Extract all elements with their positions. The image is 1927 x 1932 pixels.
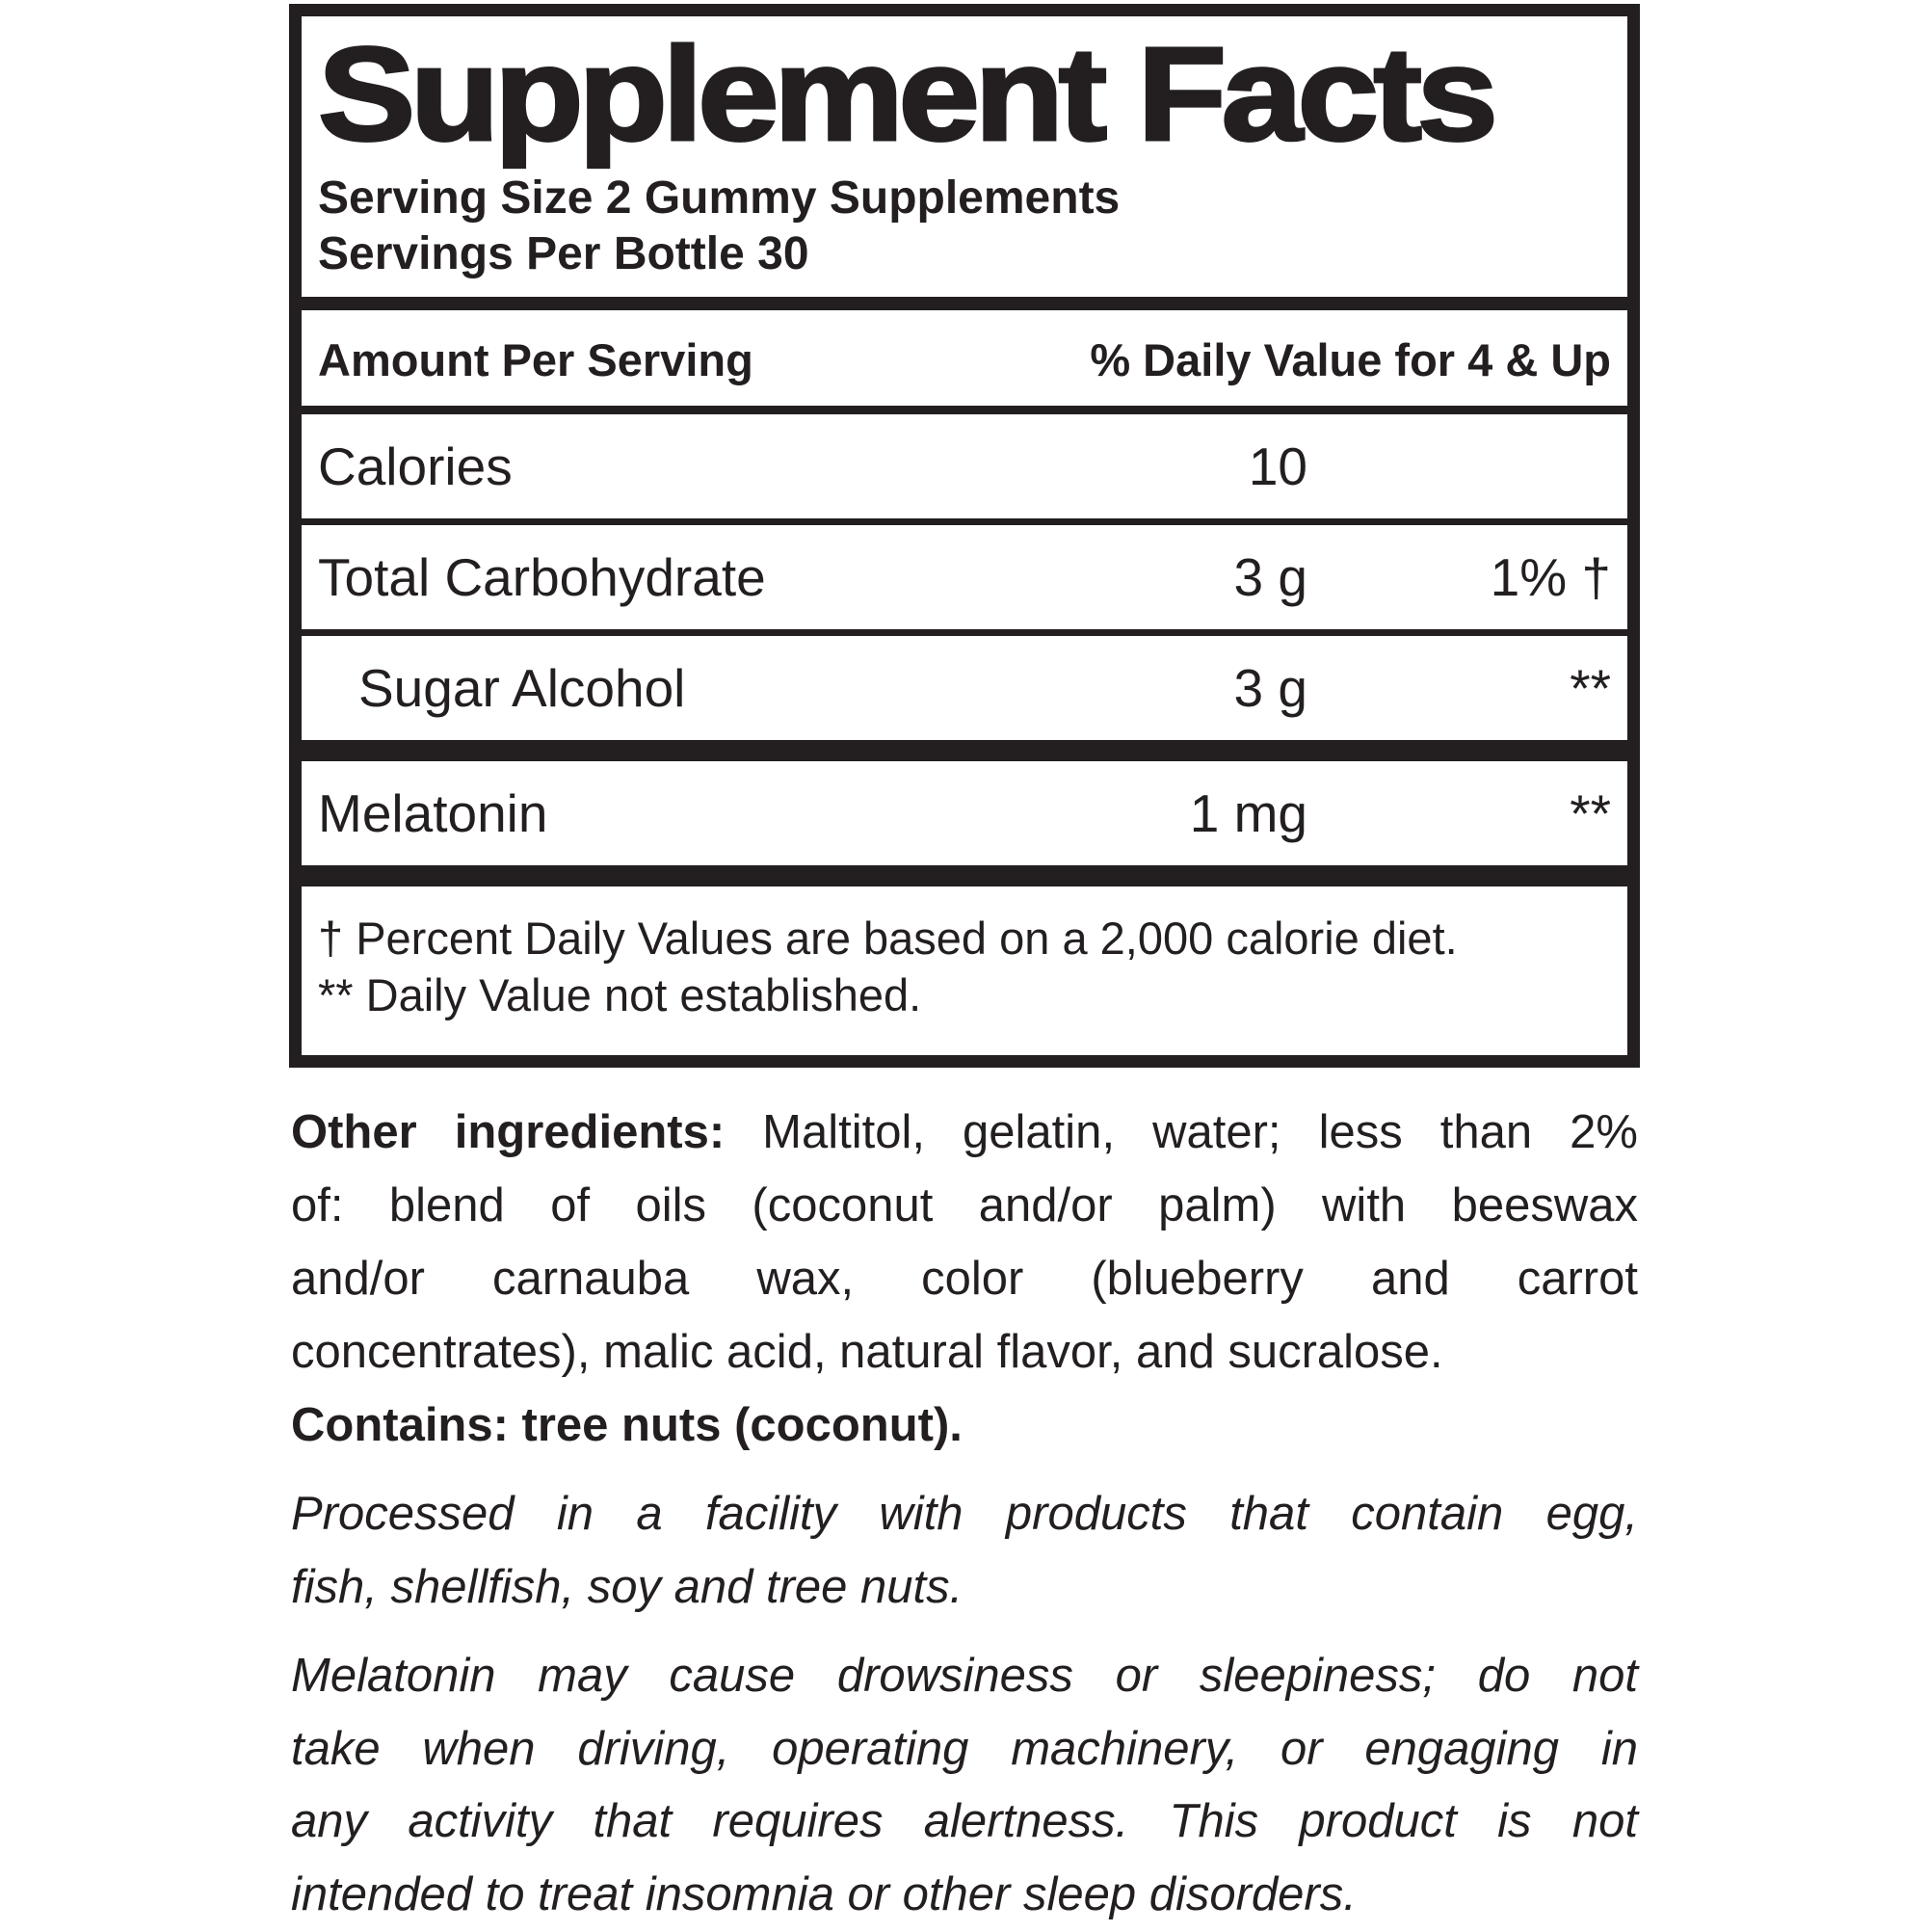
- nutrient-amount-calories: 10: [1248, 437, 1307, 497]
- nutrient-dv-total-carbohydrate: 1% †: [1490, 547, 1611, 608]
- other-ingredients-line: and/or carnauba wax, color (blueberry and carrot: [291, 1252, 1638, 1305]
- paragraph-gap: [291, 1463, 1638, 1478]
- row-separator: [302, 629, 1627, 636]
- table-header-row: [318, 310, 1611, 406]
- nutrient-label-sugar-alcohol: Sugar Alcohol: [358, 658, 686, 719]
- table-row: [318, 525, 1611, 629]
- amount-per-serving-header: Amount Per Serving: [318, 334, 753, 386]
- melatonin-warning-line: Melatonin may cause drowsiness or sleepiness; do not: [291, 1649, 1638, 1702]
- nutrient-dv-sugar-alcohol: **: [1570, 658, 1611, 719]
- serving-size-line: Serving Size 2 Gummy Supplements: [318, 172, 1121, 224]
- divider-thick-middle: [302, 740, 1627, 761]
- panel-title: Supplement Facts: [318, 20, 1493, 169]
- allergen-notice-paragraph: [291, 1478, 1638, 1625]
- label-text-block: [291, 1097, 1638, 1932]
- footnotes: [318, 910, 1611, 1023]
- divider-thick-bottom: [302, 865, 1627, 887]
- nutrient-amount-total-carbohydrate: 3 g: [1233, 547, 1307, 608]
- melatonin-warning-paragraph: [291, 1640, 1638, 1932]
- nutrient-dv-melatonin: **: [1570, 783, 1611, 844]
- melatonin-warning-line: take when driving, operating machinery, or engaging in: [291, 1722, 1638, 1775]
- table-row: [318, 761, 1611, 865]
- other-ingredients-label: Other ingredients:: [291, 1106, 726, 1158]
- nutrient-amount-sugar-alcohol: 3 g: [1233, 658, 1307, 719]
- divider-thick-top: [302, 297, 1627, 310]
- melatonin-warning-line: intended to treat insomnia or other sleep disorders.: [291, 1868, 1357, 1921]
- table-row: [318, 414, 1611, 518]
- supplement-facts-panel: [289, 4, 1640, 1068]
- footnote-daily-values: † Percent Daily Values are based on a 2,000 calorie diet.: [318, 913, 1458, 965]
- table-row: [318, 636, 1611, 740]
- other-ingredients-line: concentrates), malic acid, natural flavor, and sucralose.: [291, 1325, 1443, 1378]
- allergen-notice-line: Processed in a facility with products that contain egg,: [291, 1487, 1638, 1540]
- allergen-notice-line: fish, shellfish, soy and tree nuts.: [291, 1560, 964, 1613]
- other-ingredients-line: [291, 1097, 1638, 1170]
- other-ingredients-line1-rest: Maltitol, gelatin, water; less than 2%: [725, 1106, 1638, 1158]
- serving-info: [318, 171, 1611, 281]
- nutrient-label-calories: Calories: [318, 437, 513, 497]
- nutrient-label-melatonin: Melatonin: [318, 783, 548, 844]
- footnote-not-established: ** Daily Value not established.: [318, 969, 922, 1021]
- daily-value-header: % Daily Value for 4 & Up: [1090, 334, 1611, 386]
- other-ingredients-paragraph: [291, 1097, 1638, 1463]
- paragraph-gap: [291, 1625, 1638, 1640]
- other-ingredients-line: of: blend of oils (coconut and/or palm) with beeswax: [291, 1178, 1638, 1231]
- nutrient-label-total-carbohydrate: Total Carbohydrate: [318, 547, 766, 608]
- contains-statement: Contains: tree nuts (coconut).: [291, 1398, 963, 1451]
- nutrient-amount-melatonin: 1 mg: [1189, 783, 1307, 844]
- melatonin-warning-line: any activity that requires alertness. This product is not: [291, 1795, 1638, 1848]
- row-separator: [302, 518, 1627, 525]
- servings-per-bottle-line: Servings Per Bottle 30: [318, 227, 809, 279]
- divider-below-header: [302, 406, 1627, 414]
